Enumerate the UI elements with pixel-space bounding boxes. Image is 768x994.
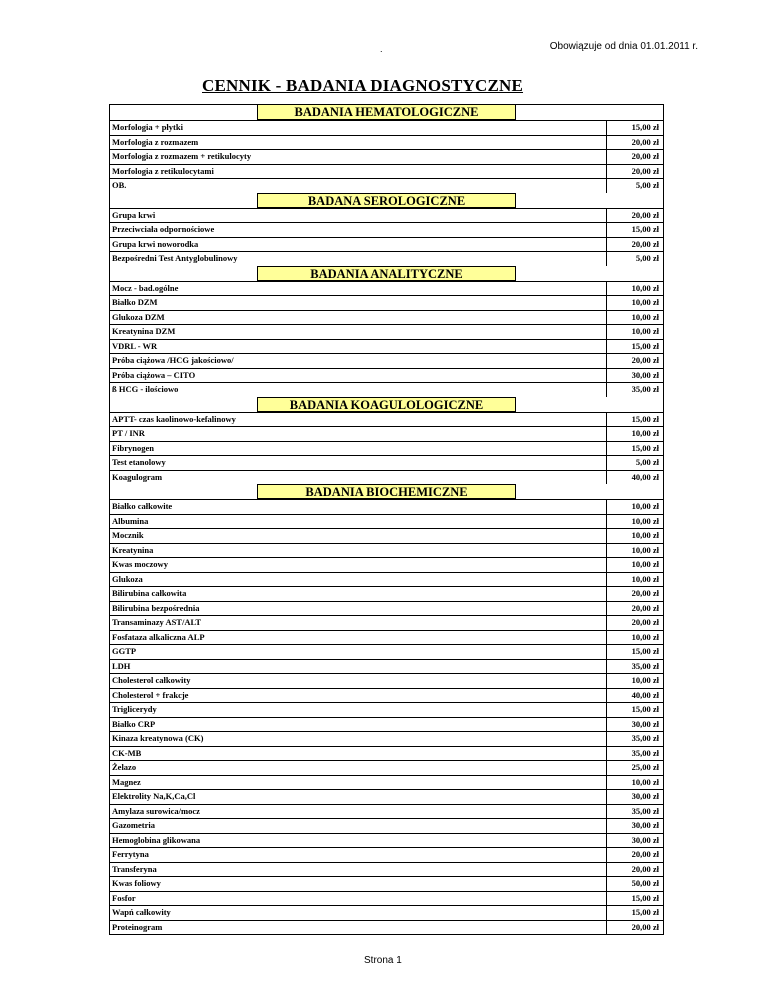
test-name: Wapń całkowity — [112, 907, 171, 917]
test-name: ß HCG - ilościowo — [112, 384, 179, 394]
section-title: BADANIA BIOCHEMICZNE — [257, 484, 516, 499]
table-row — [110, 135, 663, 150]
test-name: OB. — [112, 180, 127, 190]
test-name: Mocznik — [112, 530, 144, 540]
test-name: Białko całkowite — [112, 501, 173, 511]
test-name: Morfologia z retikulocytami — [112, 165, 214, 176]
table-row — [110, 295, 663, 310]
test-name: Morfologia z rozmazem + retikulocyty — [112, 151, 252, 161]
test-price: 35,00 zł — [606, 805, 663, 819]
table-row — [110, 717, 663, 732]
test-price: 15,00 zł — [606, 645, 663, 659]
test-price: 35,00 zł — [606, 732, 663, 746]
test-name: Magnez — [112, 776, 141, 787]
test-price: 10,00 zł — [606, 776, 663, 790]
valid-from-date: Obowiązuje od dnia 01.01.2011 r. — [549, 41, 698, 52]
table-row — [110, 324, 663, 339]
test-name: Kwas foliowy — [112, 878, 161, 888]
table-row — [110, 572, 663, 587]
test-name: Fosfataza alkaliczna ALP — [112, 631, 205, 642]
table-row — [110, 905, 663, 920]
test-name: Fosfor — [112, 892, 136, 903]
page-title: CENNIK - BADANIA DIAGNOSTYCZNE — [202, 76, 524, 95]
test-price: 10,00 zł — [606, 325, 663, 339]
table-row — [110, 339, 663, 354]
table-row — [110, 688, 663, 703]
test-price: 20,00 zł — [606, 136, 663, 150]
table-row — [110, 353, 663, 368]
page-number: Strona 1 — [364, 955, 402, 966]
test-price: 25,00 zł — [606, 761, 663, 775]
table-row — [110, 833, 663, 848]
test-price: 15,00 zł — [606, 906, 663, 920]
test-price: 10,00 zł — [606, 558, 663, 572]
table-row — [110, 120, 663, 135]
table-row — [110, 499, 663, 514]
test-name: Cholesterol całkowity — [112, 675, 191, 685]
table-row — [110, 557, 663, 572]
test-name: Glukoza — [112, 573, 143, 584]
test-price: 10,00 zł — [606, 282, 663, 296]
test-price: 15,00 zł — [606, 340, 663, 354]
section-title: BADANA SEROLOGICZNE — [257, 193, 516, 208]
section-header — [110, 266, 663, 281]
table-row — [110, 310, 663, 325]
test-name: Morfologia + płytki — [112, 122, 183, 132]
table-row — [110, 178, 663, 193]
test-name: Triglicerydy — [112, 704, 157, 714]
test-name: Kreatynina — [112, 544, 154, 555]
test-name: Transaminazy AST/ALT — [112, 617, 202, 627]
test-price: 15,00 zł — [606, 223, 663, 237]
table-row — [110, 804, 663, 819]
table-row — [110, 789, 663, 804]
test-name: Cholesterol + frakcje — [112, 689, 189, 700]
table-row — [110, 208, 663, 223]
section-title: BADANIA HEMATOLOGICZNE — [257, 105, 516, 120]
test-price: 40,00 zł — [606, 471, 663, 485]
table-row — [110, 149, 663, 164]
test-name: LDH — [112, 660, 131, 671]
test-name: Kreatynina DZM — [112, 326, 176, 336]
test-name: Bilirubina całkowita — [112, 588, 187, 598]
header-dot: . — [380, 44, 383, 54]
table-row — [110, 281, 663, 296]
test-price: 40,00 zł — [606, 689, 663, 703]
test-price: 5,00 zł — [606, 456, 663, 470]
test-name: Transferyna — [112, 863, 157, 874]
test-price: 20,00 zł — [606, 863, 663, 877]
test-name: Proteinogram — [112, 921, 163, 932]
table-row — [110, 382, 663, 397]
section-title: BADANIA KOAGULOLOGICZNE — [257, 397, 516, 412]
table-row — [110, 847, 663, 862]
table-row — [110, 702, 663, 717]
test-price: 20,00 zł — [606, 165, 663, 179]
table-row — [110, 586, 663, 601]
test-price: 30,00 zł — [606, 834, 663, 848]
test-price: 10,00 zł — [606, 544, 663, 558]
table-row — [110, 222, 663, 237]
test-price: 20,00 zł — [606, 587, 663, 601]
test-name: Morfologia z rozmazem — [112, 136, 199, 147]
test-price: 20,00 zł — [606, 616, 663, 630]
test-price: 30,00 zł — [606, 819, 663, 833]
table-row — [110, 514, 663, 529]
section-header — [110, 105, 663, 120]
section-title: BADANIA ANALITYCZNE — [257, 266, 516, 281]
test-price: 10,00 zł — [606, 296, 663, 310]
test-price: 35,00 zł — [606, 660, 663, 674]
table-row — [110, 412, 663, 427]
test-name: CK-MB — [112, 747, 142, 758]
test-price: 10,00 zł — [606, 631, 663, 645]
table-row — [110, 455, 663, 470]
section-header — [110, 397, 663, 412]
test-name: Kinaza kreatynowa (CK) — [112, 733, 204, 743]
test-name: Kwas moczowy — [112, 559, 168, 569]
table-row — [110, 876, 663, 891]
table-row — [110, 644, 663, 659]
section-header — [110, 193, 663, 208]
test-name: Mocz - bad.ogólne — [112, 282, 179, 293]
test-price: 10,00 zł — [606, 427, 663, 441]
test-price: 30,00 zł — [606, 790, 663, 804]
test-name: Białko CRP — [112, 718, 156, 729]
test-name: Albumina — [112, 515, 149, 526]
price-table — [109, 104, 664, 935]
test-price: 10,00 zł — [606, 500, 663, 514]
test-name: Próba ciążowa – CITO — [112, 369, 196, 380]
test-price: 10,00 zł — [606, 573, 663, 587]
test-price: 20,00 zł — [606, 921, 663, 935]
test-price: 10,00 zł — [606, 515, 663, 529]
test-name: Bezpośredni Test Antyglobulinowy — [112, 253, 238, 263]
test-price: 20,00 zł — [606, 848, 663, 862]
table-row — [110, 237, 663, 252]
test-name: Koagulogram — [112, 471, 163, 482]
test-price: 10,00 zł — [606, 674, 663, 688]
test-price: 5,00 zł — [606, 252, 663, 266]
table-row — [110, 426, 663, 441]
table-row — [110, 731, 663, 746]
test-name: APTT- czas kaolinowo-kefalinowy — [112, 413, 236, 424]
test-name: Test etanolowy — [112, 457, 166, 467]
test-name: Hemoglobina glikowana — [112, 834, 201, 845]
table-row — [110, 775, 663, 790]
test-price: 50,00 zł — [606, 877, 663, 891]
table-row — [110, 760, 663, 775]
test-price: 15,00 zł — [606, 121, 663, 135]
test-name: Gazometria — [112, 820, 155, 830]
test-name: Żelazo — [112, 762, 137, 772]
table-row — [110, 528, 663, 543]
test-price: 30,00 zł — [606, 718, 663, 732]
test-price: 15,00 zł — [606, 413, 663, 427]
test-price: 20,00 zł — [606, 354, 663, 368]
table-row — [110, 164, 663, 179]
test-price: 10,00 zł — [606, 529, 663, 543]
test-name: VDRL - WR — [112, 340, 158, 351]
test-price: 20,00 zł — [606, 209, 663, 223]
section-header — [110, 484, 663, 499]
test-price: 20,00 zł — [606, 150, 663, 164]
test-name: GGTP — [112, 646, 137, 656]
table-row — [110, 368, 663, 383]
test-name: Grupa krwi noworodka — [112, 238, 199, 249]
table-row — [110, 543, 663, 558]
test-name: Bilirubina bezpośrednia — [112, 602, 200, 613]
test-price: 30,00 zł — [606, 369, 663, 383]
test-name: PT / INR — [112, 428, 145, 438]
test-name: Amylaza surowica/mocz — [112, 805, 200, 816]
test-name: Elektrolity Na,K,Ca,Cl — [112, 791, 196, 801]
table-row — [110, 615, 663, 630]
table-row — [110, 746, 663, 761]
test-name: Próba ciążowa /HCG jakościowo/ — [112, 355, 234, 365]
table-row — [110, 673, 663, 688]
test-price: 10,00 zł — [606, 311, 663, 325]
test-name: Grupa krwi — [112, 209, 156, 220]
test-name: Przeciwciała odpornościowe — [112, 224, 215, 234]
table-row — [110, 470, 663, 485]
test-price: 35,00 zł — [606, 747, 663, 761]
test-name: Fibrynogen — [112, 442, 155, 453]
test-price: 15,00 zł — [606, 892, 663, 906]
table-row — [110, 630, 663, 645]
table-row — [110, 920, 663, 935]
table-row — [110, 891, 663, 906]
table-row — [110, 601, 663, 616]
test-name: Glukoza DZM — [112, 311, 165, 322]
test-price: 35,00 zł — [606, 383, 663, 397]
table-row — [110, 862, 663, 877]
test-price: 20,00 zł — [606, 238, 663, 252]
table-row — [110, 818, 663, 833]
test-name: Ferrytyna — [112, 849, 149, 859]
test-name: Białko DZM — [112, 297, 158, 307]
test-price: 20,00 zł — [606, 602, 663, 616]
table-row — [110, 251, 663, 266]
test-price: 15,00 zł — [606, 703, 663, 717]
table-row — [110, 659, 663, 674]
test-price: 5,00 zł — [606, 179, 663, 193]
table-row — [110, 441, 663, 456]
test-price: 15,00 zł — [606, 442, 663, 456]
